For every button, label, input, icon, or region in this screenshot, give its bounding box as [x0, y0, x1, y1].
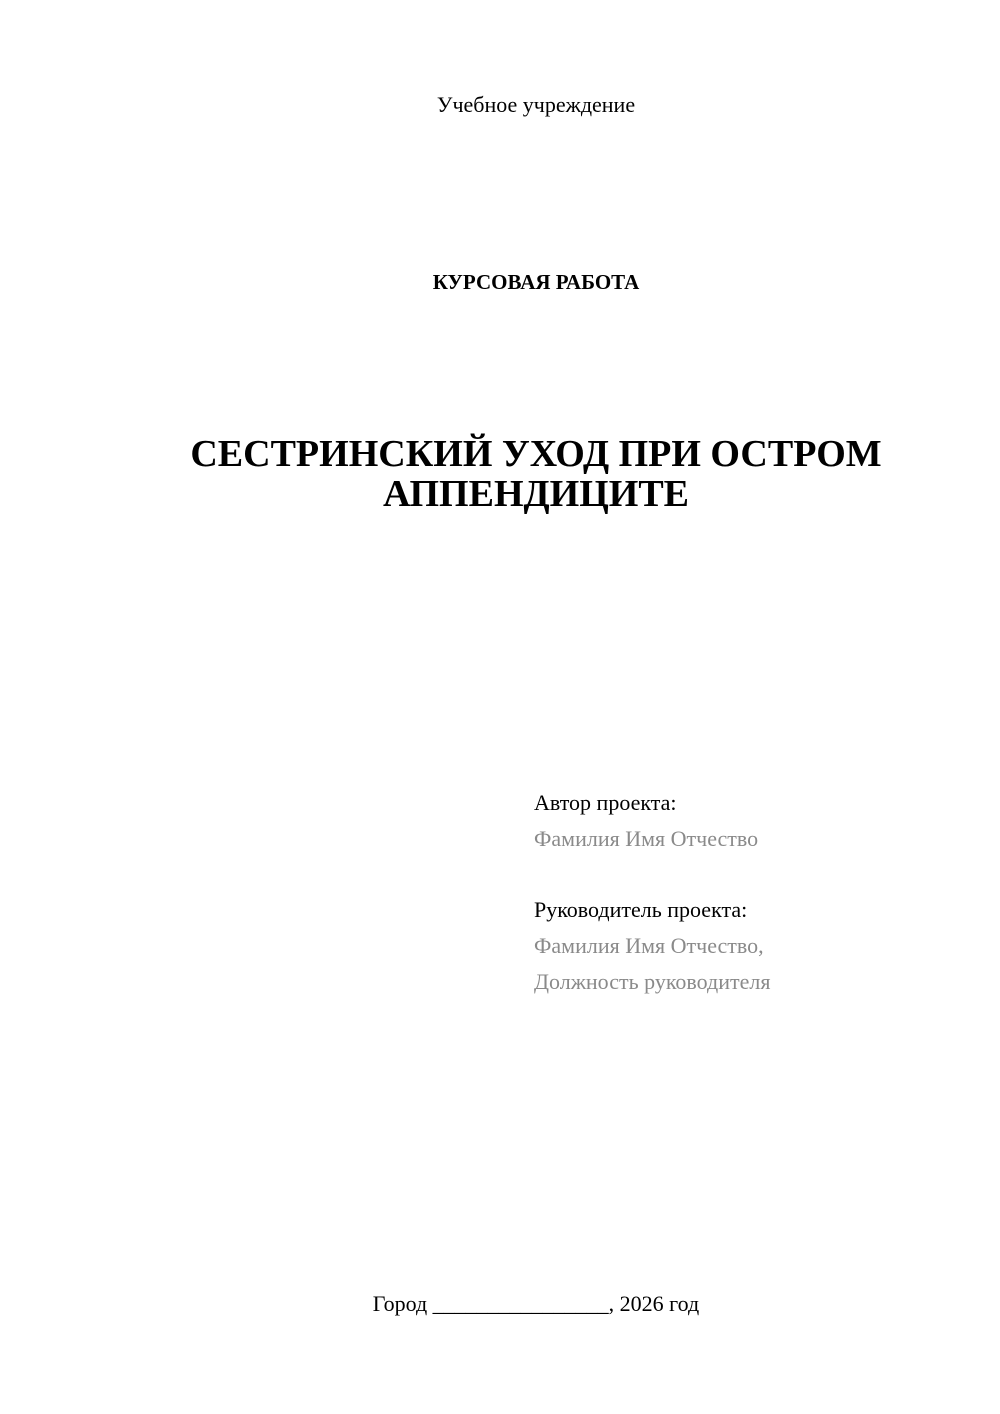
- document-title-line-1: СЕСТРИНСКИЙ УХОД ПРИ ОСТРОМ: [190, 433, 882, 475]
- author-block: [534, 785, 974, 857]
- author-label: Автор проекта:: [534, 790, 677, 815]
- supervisor-name-placeholder: Фамилия Имя Отчество,: [534, 933, 764, 958]
- document-title: [140, 434, 932, 514]
- work-type-heading: КУРСОВАЯ РАБОТА: [432, 270, 640, 294]
- author-name-placeholder: Фамилия Имя Отчество: [534, 826, 759, 851]
- supervisor-label: Руководитель проекта:: [534, 897, 748, 922]
- institution-name: Учебное учреждение: [436, 92, 636, 117]
- document-title-line-2: АППЕНДИЦИТЕ: [382, 473, 690, 515]
- supervisor-block: [534, 892, 974, 1000]
- supervisor-position-placeholder: Должность руководителя: [534, 969, 771, 994]
- city-year-line: Город ________________, 2026 год: [372, 1291, 700, 1316]
